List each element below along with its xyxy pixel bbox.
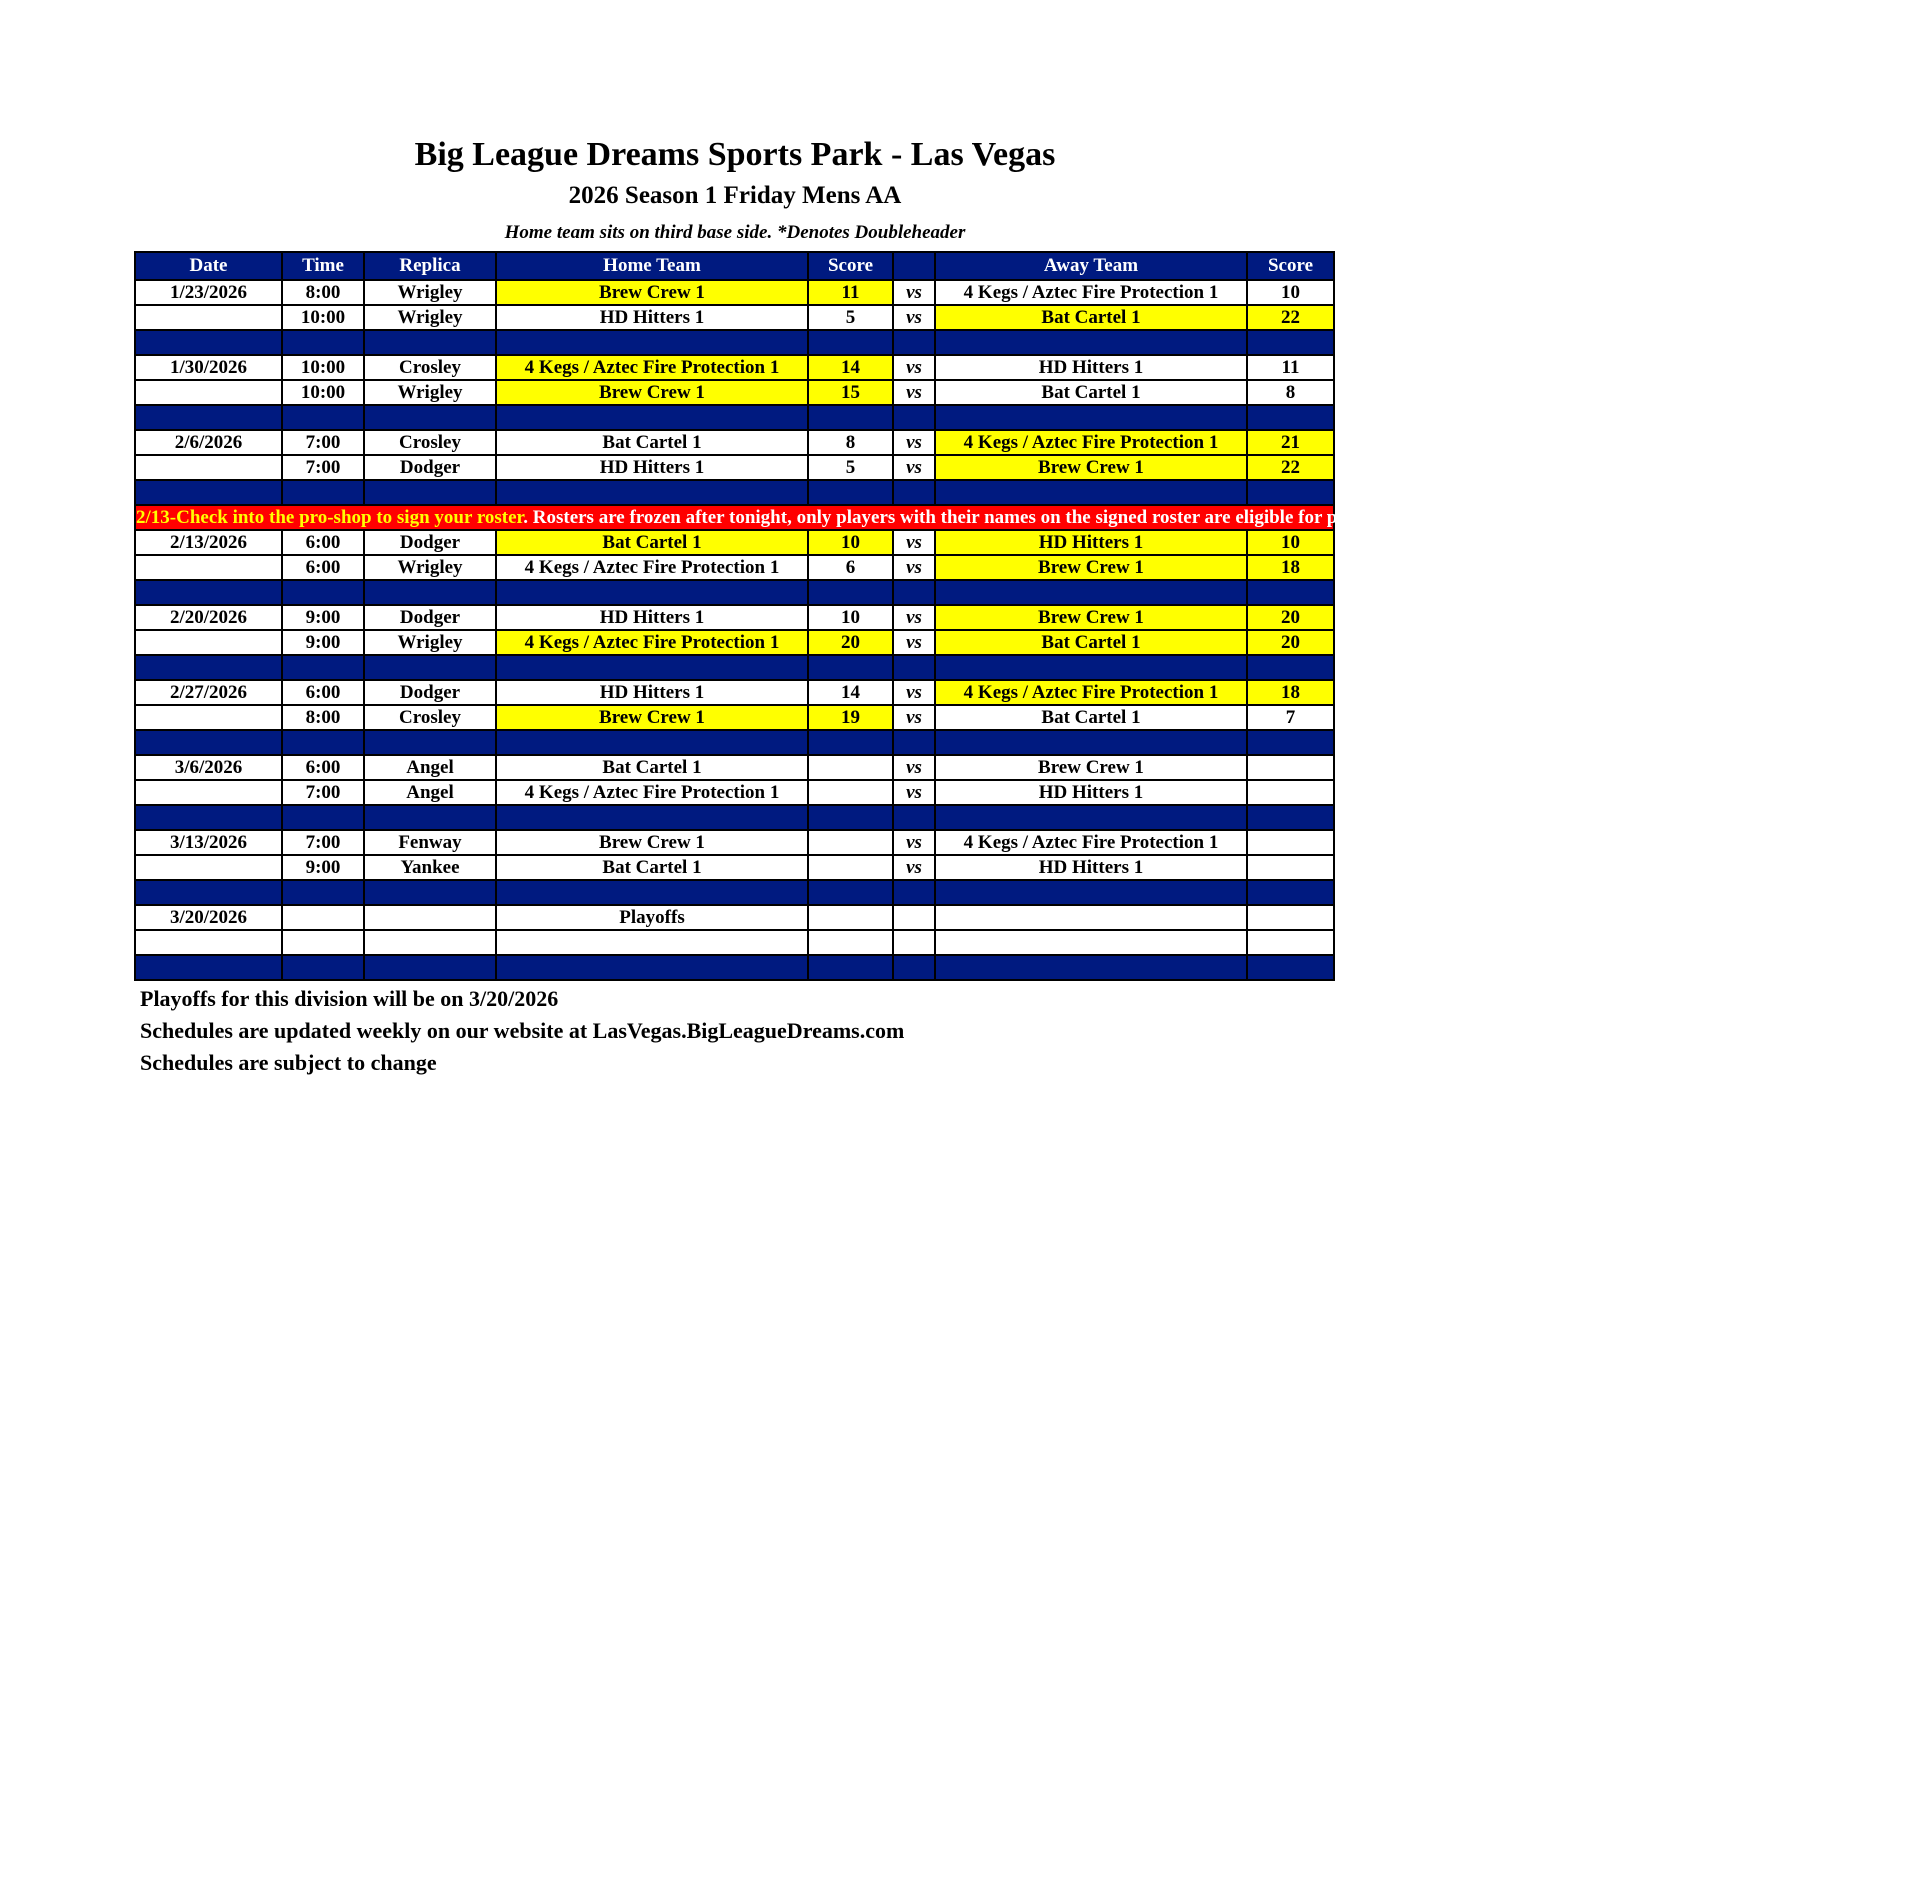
vs-label: vs [893, 355, 935, 380]
away-score [1247, 855, 1334, 880]
game-time: 6:00 [282, 680, 364, 705]
home-score: 8 [808, 430, 893, 455]
away-team: HD Hitters 1 [935, 855, 1247, 880]
game-row [135, 280, 1334, 305]
separator-cell [893, 805, 935, 830]
separator-cell [808, 730, 893, 755]
game-date: 1/23/2026 [135, 280, 282, 305]
separator-row [135, 480, 1334, 505]
replica-field: Wrigley [364, 630, 496, 655]
page-title: Big League Dreams Sports Park - Las Vegas [414, 136, 1056, 173]
replica-field: Crosley [364, 355, 496, 380]
away-team: 4 Kegs / Aztec Fire Protection 1 [935, 830, 1247, 855]
separator-cell [364, 955, 496, 980]
separator-cell [282, 480, 364, 505]
away-score [1247, 755, 1334, 780]
footer-line: Schedules are subject to change [140, 1050, 437, 1075]
separator-cell [1247, 730, 1334, 755]
vs-label: vs [893, 755, 935, 780]
separator-cell [496, 480, 808, 505]
game-row [135, 755, 1334, 780]
home-score: 5 [808, 455, 893, 480]
game-time: 8:00 [282, 280, 364, 305]
separator-cell [893, 330, 935, 355]
game-time: 7:00 [282, 455, 364, 480]
game-date: 2/27/2026 [135, 680, 282, 705]
game-row [135, 355, 1334, 380]
away-team: Brew Crew 1 [935, 555, 1247, 580]
home-team: Bat Cartel 1 [496, 530, 808, 555]
game-row [135, 555, 1334, 580]
away-team: HD Hitters 1 [935, 355, 1247, 380]
vs-label [893, 905, 935, 930]
home-score: 19 [808, 705, 893, 730]
replica-field: Dodger [364, 605, 496, 630]
away-score: 18 [1247, 680, 1334, 705]
vs-label: vs [893, 630, 935, 655]
header-away-team: Away Team [935, 252, 1247, 280]
separator-cell [1247, 955, 1334, 980]
away-score: 10 [1247, 530, 1334, 555]
game-date [135, 705, 282, 730]
home-team: Bat Cartel 1 [496, 855, 808, 880]
game-time: 9:00 [282, 605, 364, 630]
separator-cell [364, 330, 496, 355]
separator-cell [935, 655, 1247, 680]
header-home-team: Home Team [496, 252, 808, 280]
home-score [808, 855, 893, 880]
away-team: Bat Cartel 1 [935, 380, 1247, 405]
separator-cell [496, 730, 808, 755]
game-date [135, 855, 282, 880]
roster-notice [135, 505, 1924, 530]
game-row [135, 855, 1334, 880]
separator-cell [282, 805, 364, 830]
separator-cell [496, 580, 808, 605]
replica-field: Dodger [364, 680, 496, 705]
away-team [935, 930, 1247, 955]
separator-cell [808, 655, 893, 680]
separator-cell [893, 955, 935, 980]
game-time: 10:00 [282, 305, 364, 330]
away-team: Brew Crew 1 [935, 455, 1247, 480]
game-time: 6:00 [282, 530, 364, 555]
vs-label: vs [893, 830, 935, 855]
separator-cell [496, 880, 808, 905]
replica-field: Yankee [364, 855, 496, 880]
away-score: 10 [1247, 280, 1334, 305]
replica-field: Crosley [364, 430, 496, 455]
separator-cell [893, 405, 935, 430]
game-date: 3/6/2026 [135, 755, 282, 780]
game-time: 10:00 [282, 355, 364, 380]
separator-cell [808, 405, 893, 430]
separator-cell [364, 480, 496, 505]
game-time: 9:00 [282, 855, 364, 880]
home-team-note: Home team sits on third base side. *Denotes Doubleheader [504, 222, 966, 243]
separator-cell [496, 655, 808, 680]
home-score [808, 905, 893, 930]
game-date: 3/13/2026 [135, 830, 282, 855]
game-date [135, 305, 282, 330]
home-score: 20 [808, 630, 893, 655]
separator-cell [935, 580, 1247, 605]
home-score [808, 755, 893, 780]
separator-row [135, 405, 1334, 430]
separator-cell [893, 480, 935, 505]
game-date [135, 380, 282, 405]
game-row [135, 430, 1334, 455]
away-team: 4 Kegs / Aztec Fire Protection 1 [935, 680, 1247, 705]
game-date: 1/30/2026 [135, 355, 282, 380]
separator-cell [808, 580, 893, 605]
game-row [135, 830, 1334, 855]
home-score: 5 [808, 305, 893, 330]
replica-field: Wrigley [364, 280, 496, 305]
separator-row [135, 955, 1334, 980]
replica-field: Wrigley [364, 380, 496, 405]
separator-cell [935, 805, 1247, 830]
game-row [135, 605, 1334, 630]
vs-label: vs [893, 605, 935, 630]
separator-cell [364, 655, 496, 680]
separator-cell [935, 880, 1247, 905]
separator-cell [893, 655, 935, 680]
away-team: 4 Kegs / Aztec Fire Protection 1 [935, 430, 1247, 455]
replica-field: Wrigley [364, 555, 496, 580]
separator-cell [935, 330, 1247, 355]
game-row [135, 705, 1334, 730]
vs-label [893, 930, 935, 955]
separator-cell [282, 405, 364, 430]
vs-label: vs [893, 680, 935, 705]
game-date [135, 555, 282, 580]
home-score: 10 [808, 605, 893, 630]
separator-row [135, 580, 1334, 605]
game-row [135, 530, 1334, 555]
replica-field [364, 905, 496, 930]
separator-row [135, 730, 1334, 755]
home-score: 6 [808, 555, 893, 580]
separator-cell [135, 580, 282, 605]
roster-notice-row [135, 505, 1334, 530]
away-score: 11 [1247, 355, 1334, 380]
away-team: HD Hitters 1 [935, 780, 1247, 805]
home-team: Bat Cartel 1 [496, 755, 808, 780]
separator-cell [282, 730, 364, 755]
separator-cell [1247, 405, 1334, 430]
game-time: 8:00 [282, 705, 364, 730]
game-time: 10:00 [282, 380, 364, 405]
home-team: 4 Kegs / Aztec Fire Protection 1 [496, 780, 808, 805]
game-date [135, 780, 282, 805]
separator-cell [893, 580, 935, 605]
away-team: Bat Cartel 1 [935, 705, 1247, 730]
home-score [808, 930, 893, 955]
home-score: 10 [808, 530, 893, 555]
away-score: 20 [1247, 605, 1334, 630]
header-vs [893, 252, 935, 280]
game-date [135, 455, 282, 480]
roster-notice-lead: 2/13-Check into the pro-shop to sign your roster [136, 507, 524, 528]
away-score [1247, 905, 1334, 930]
separator-cell [808, 880, 893, 905]
game-time: 7:00 [282, 830, 364, 855]
separator-cell [935, 730, 1247, 755]
separator-cell [282, 655, 364, 680]
home-team: Brew Crew 1 [496, 280, 808, 305]
home-team: HD Hitters 1 [496, 605, 808, 630]
replica-field: Dodger [364, 530, 496, 555]
separator-cell [935, 480, 1247, 505]
game-row [135, 905, 1334, 930]
separator-cell [1247, 880, 1334, 905]
game-date: 3/20/2026 [135, 905, 282, 930]
away-score: 7 [1247, 705, 1334, 730]
separator-row [135, 330, 1334, 355]
game-time [282, 905, 364, 930]
game-date [135, 630, 282, 655]
replica-field: Fenway [364, 830, 496, 855]
game-time: 7:00 [282, 430, 364, 455]
separator-cell [135, 405, 282, 430]
footer-line: Schedules are updated weekly on our website at LasVegas.BigLeagueDreams.com [140, 1018, 905, 1043]
home-team: Bat Cartel 1 [496, 430, 808, 455]
home-team: 4 Kegs / Aztec Fire Protection 1 [496, 355, 808, 380]
separator-cell [135, 730, 282, 755]
separator-cell [1247, 480, 1334, 505]
separator-cell [282, 955, 364, 980]
separator-cell [496, 955, 808, 980]
separator-cell [364, 805, 496, 830]
game-row [135, 380, 1334, 405]
separator-cell [935, 405, 1247, 430]
away-team: HD Hitters 1 [935, 530, 1247, 555]
home-team: HD Hitters 1 [496, 680, 808, 705]
table-header-row [135, 252, 1334, 280]
game-time: 7:00 [282, 780, 364, 805]
game-row [135, 305, 1334, 330]
home-score [808, 830, 893, 855]
separator-cell [808, 805, 893, 830]
separator-cell [893, 730, 935, 755]
home-team: HD Hitters 1 [496, 455, 808, 480]
home-team: Brew Crew 1 [496, 705, 808, 730]
vs-label: vs [893, 380, 935, 405]
separator-cell [364, 405, 496, 430]
replica-field: Angel [364, 755, 496, 780]
away-team [935, 905, 1247, 930]
away-score: 22 [1247, 455, 1334, 480]
header-home-score: Score [808, 252, 893, 280]
game-row [135, 780, 1334, 805]
separator-cell [364, 580, 496, 605]
vs-label: vs [893, 280, 935, 305]
replica-field [364, 930, 496, 955]
away-score [1247, 830, 1334, 855]
vs-label: vs [893, 530, 935, 555]
separator-cell [364, 730, 496, 755]
game-time: 6:00 [282, 755, 364, 780]
separator-cell [282, 580, 364, 605]
home-team: Brew Crew 1 [496, 830, 808, 855]
footer-line: Playoffs for this division will be on 3/20/2026 [140, 986, 559, 1011]
separator-cell [1247, 580, 1334, 605]
vs-label: vs [893, 555, 935, 580]
separator-cell [1247, 330, 1334, 355]
away-team: Brew Crew 1 [935, 605, 1247, 630]
home-team: Brew Crew 1 [496, 380, 808, 405]
home-team: 4 Kegs / Aztec Fire Protection 1 [496, 630, 808, 655]
away-score [1247, 780, 1334, 805]
home-score [808, 780, 893, 805]
separator-cell [135, 955, 282, 980]
separator-cell [808, 480, 893, 505]
page-subtitle: 2026 Season 1 Friday Mens AA [568, 182, 902, 209]
separator-row [135, 655, 1334, 680]
home-team: HD Hitters 1 [496, 305, 808, 330]
game-date [135, 930, 282, 955]
vs-label: vs [893, 455, 935, 480]
game-time [282, 930, 364, 955]
game-date: 2/20/2026 [135, 605, 282, 630]
replica-field: Angel [364, 780, 496, 805]
home-team: 4 Kegs / Aztec Fire Protection 1 [496, 555, 808, 580]
roster-notice-text: . Rosters are frozen after tonight, only players with their names on the signed roster are eligible for playoffs. Please check carefully as changes will not be made for omissions. [523, 507, 1924, 528]
vs-label: vs [893, 430, 935, 455]
away-team: Bat Cartel 1 [935, 305, 1247, 330]
home-team: Playoffs [496, 905, 808, 930]
away-team: 4 Kegs / Aztec Fire Protection 1 [935, 280, 1247, 305]
home-team [496, 930, 808, 955]
game-date: 2/6/2026 [135, 430, 282, 455]
game-row [135, 680, 1334, 705]
header-date: Date [135, 252, 282, 280]
separator-cell [135, 880, 282, 905]
game-time: 9:00 [282, 630, 364, 655]
separator-cell [135, 805, 282, 830]
replica-field: Wrigley [364, 305, 496, 330]
header-time: Time [282, 252, 364, 280]
away-team: Bat Cartel 1 [935, 630, 1247, 655]
separator-cell [364, 880, 496, 905]
separator-cell [496, 805, 808, 830]
vs-label: vs [893, 855, 935, 880]
away-score: 22 [1247, 305, 1334, 330]
game-row [135, 455, 1334, 480]
separator-cell [496, 330, 808, 355]
replica-field: Crosley [364, 705, 496, 730]
schedule-body [135, 280, 1924, 980]
separator-cell [135, 330, 282, 355]
header-away-score: Score [1247, 252, 1334, 280]
separator-cell [893, 880, 935, 905]
game-time: 6:00 [282, 555, 364, 580]
separator-row [135, 805, 1334, 830]
away-score: 20 [1247, 630, 1334, 655]
game-row [135, 630, 1334, 655]
separator-cell [496, 405, 808, 430]
away-score [1247, 930, 1334, 955]
away-team: Brew Crew 1 [935, 755, 1247, 780]
away-score: 21 [1247, 430, 1334, 455]
game-date: 2/13/2026 [135, 530, 282, 555]
home-score: 14 [808, 680, 893, 705]
separator-cell [808, 955, 893, 980]
schedule-table [134, 251, 1924, 981]
game-row [135, 930, 1334, 955]
separator-cell [282, 880, 364, 905]
replica-field: Dodger [364, 455, 496, 480]
separator-cell [135, 655, 282, 680]
vs-label: vs [893, 780, 935, 805]
home-score: 15 [808, 380, 893, 405]
separator-cell [1247, 805, 1334, 830]
separator-cell [282, 330, 364, 355]
header-replica: Replica [364, 252, 496, 280]
separator-row [135, 880, 1334, 905]
home-score: 11 [808, 280, 893, 305]
separator-cell [808, 330, 893, 355]
home-score: 14 [808, 355, 893, 380]
away-score: 8 [1247, 380, 1334, 405]
vs-label: vs [893, 705, 935, 730]
separator-cell [1247, 655, 1334, 680]
away-score: 18 [1247, 555, 1334, 580]
separator-cell [935, 955, 1247, 980]
separator-cell [135, 480, 282, 505]
vs-label: vs [893, 305, 935, 330]
